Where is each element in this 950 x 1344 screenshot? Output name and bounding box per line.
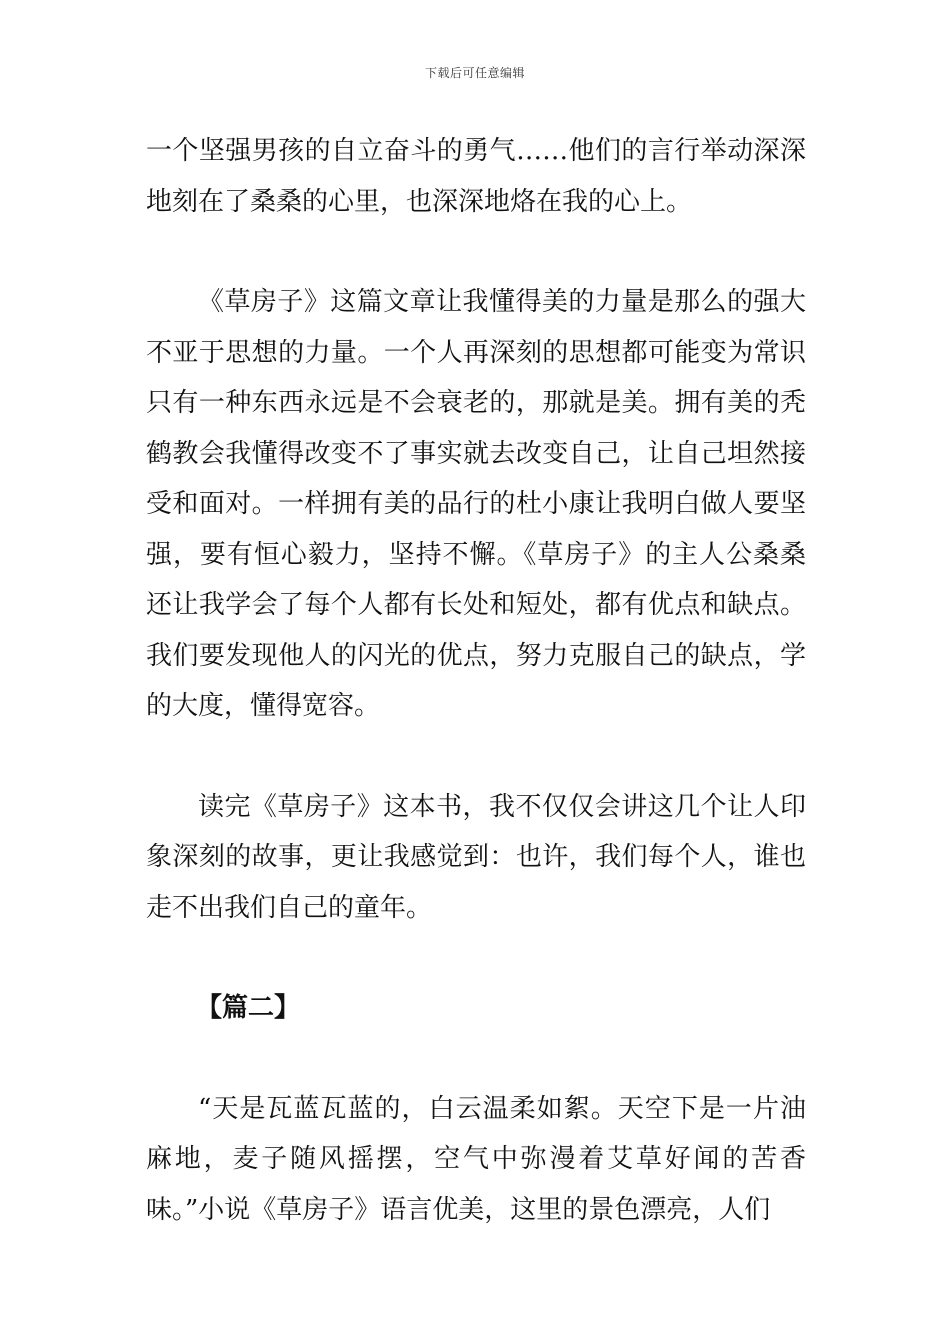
paragraph-childhood: 读完《草房子》这本书，我不仅仅会讲这几个让人印象深刻的故事，更让我感觉到：也许，我们每个人，谁也走不出我们自己的童年。 <box>146 791 806 923</box>
paragraph-beauty-power: 《草房子》这篇文章让我懂得美的力量是那么的强大不亚于思想的力量。一个人再深刻的思想都可能变为常识只有一种东西永远是不会衰老的，那就是美。拥有美的秃鹤教会我懂得改变不了事实就去改变自己，让自己坦然接受和面对。一样拥有美的品行的杜小康让我明白做人要坚强，要有恒心毅力，坚持不懈。《草房子》的主人公桑桑还让我学会了每个人都有长处和短处，都有优点和缺点。我们要发现他人的闪光的优点，努力克服自己的缺点，学的大度，懂得宽容。 <box>146 287 806 721</box>
document-body <box>146 126 806 1285</box>
paragraph-scenery: “天是瓦蓝瓦蓝的，白云温柔如絮。天空下是一片油麻地，麦子随风摇摆，空气中弥漫着艾草好闻的苦香味。”小说《草房子》语言优美，这里的景色漂亮，人们 <box>146 1093 806 1225</box>
paragraph-continuation: 一个坚强男孩的自立奋斗的勇气……他们的言行举动深深地刻在了桑桑的心里，也深深地烙在我的心上。 <box>146 136 806 217</box>
page-header: 下载后可任意编辑 <box>424 66 525 80</box>
section-heading: 【篇二】 <box>196 993 301 1023</box>
